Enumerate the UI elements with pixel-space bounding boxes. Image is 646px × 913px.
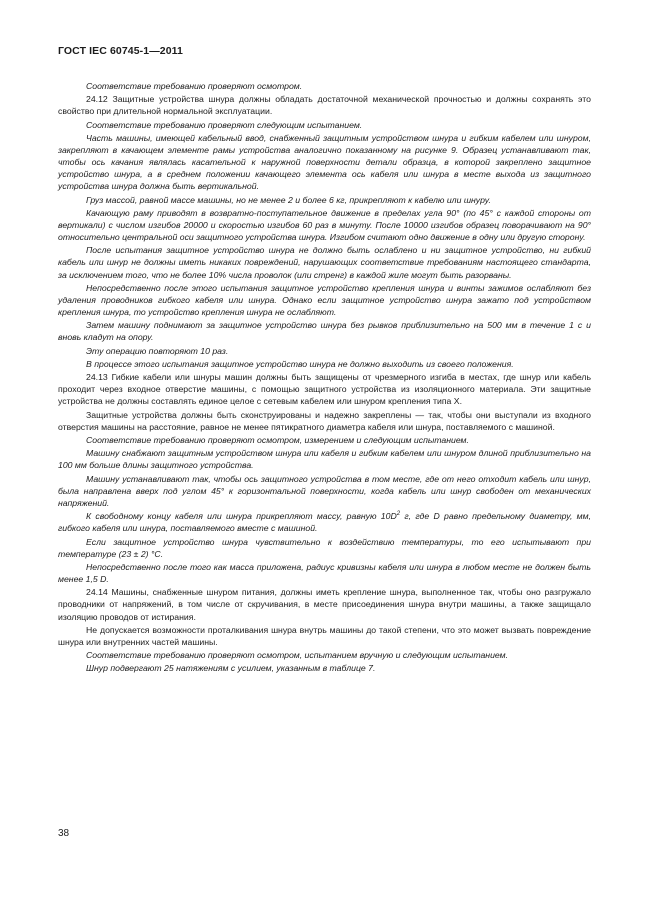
document-body [58,80,591,676]
paragraph-clause-24-12: 24.12 Защитные устройства шнура должны обладать достаточной механической прочностью и должны сохранять это свойство при длительной нормальной эксплуатации. [58,94,591,117]
formula-text-after: г, где D равно предельному диаметру, мм, гибкого кабеля или шнура, поставляемого вместе с машиной. [58,511,591,534]
paragraph: Непосредственно после этого испытания защитное устройство крепления шнура и винты зажимов ослабляют без удаления проводников гибкого кабеля или шнура. Однако если защитное устройство шнура зажато под устройством крепления шнура, то устройство крепления шнура не ослабляют. [58,282,591,317]
formula-text-before: К свободному концу кабеля или шнура прикрепляют массу, равную 10D [86,511,397,522]
paragraph: Соответствие требованию проверяют следующим испытанием. [86,119,363,130]
paragraph: Защитные устройства должны быть сконструированы и надежно закреплены — так, чтобы они выступали из входного отверстия машины на расстояние, равное не менее пятикратного диаметра кабеля или шнура, поставляемого с машиной. [58,409,591,432]
document-header: ГОСТ IEC 60745-1—2011 [58,45,183,57]
paragraph: Часть машины, имеющей кабельный ввод, снабженный защитным устройством шнура и гибким кабелем или шнуром, закрепляют в качающем элементе рамы устройства аналогично показанному на рисунке 9. Образец устанавливают так, чтобы ось качания являлась касательной к наружной поверхности детали образца, в которой закреплено защитное устройство шнура, а в среднем положении качающего элемента ось кабеля или шнура в месте выхода из защитного устройства шнура должна быть вертикальной. [58,132,591,192]
paragraph: Соответствие требованию проверяют осмотром, измерением и следующим испытанием. [86,435,469,446]
paragraph: После испытания защитное устройство шнура не должно быть ослаблено и ни защитное устройство, ни гибкий кабель или шнур не должны иметь никаких повреждений, нарушающих соответствие требованиям настоящего стандарта, за исключением того, что не более 10% числа проволок (или стренг) в каждой жиле могут быть разорваны. [58,245,591,280]
paragraph: В процессе этого испытания защитное устройство шнура не должно выходить из своего положения. [86,358,514,369]
paragraph: Соответствие требованию проверяют осмотром. [86,81,303,91]
paragraph-clause-24-14: 24.14 Машины, снабженные шнуром питания, должны иметь крепление шнура, выполненное так, чтобы оно разгружало проводники от напряжений, в том числе от скручивания, в месте присоединения шнура внутри машины, а также защищало изоляцию проводов от истирания. [58,587,591,622]
paragraph: Машину снабжают защитным устройством шнура или кабеля и гибким кабелем или шнуром длиной приблизительно на 100 мм больше длины защитного устройства. [58,448,591,471]
paragraph: Не допускается возможности проталкивания шнура внутрь машины до такой степени, что это может вызвать повреждение шнура или внутренних частей машины. [58,624,591,647]
paragraph-clause-24-13: 24.13 Гибкие кабели или шнуры машин должны быть защищены от чрезмерного изгиба в местах, где шнур или кабель проходит через входное отверстие машины, с помощью защитного устройства из изоляционного материала. Эти защитные устройства не должны составлять единое целое с сетевым кабелем или шнуром крепления типа X. [58,372,591,407]
paragraph: Шнур подвергают 25 натяжениям с усилием, указанным в таблице 7. [86,663,376,674]
paragraph: Груз массой, равной массе машины, но не менее 2 и более 6 кг, прикрепляют к кабелю или шнуру. [86,194,491,205]
paragraph: Качающую раму приводят в возвратно-поступательное движение в пределах угла 90° (по 45° с каждой стороны от вертикали) с числом изгибов 20000 и скоростью изгибов 60 раз в минуту. После 10000 изгибов образец поворачивают на 90° относительно центральной оси защитного устройства шнура. Изгибом считают одно движение в одну или другую сторону. [58,207,591,243]
paragraph: Непосредственно после того как масса приложена, радиус кривизны кабеля или шнура в любом месте не должен быть менее 1,5 D. [58,561,591,585]
paragraph: Затем машину поднимают за защитное устройство шнура без рывков приблизительно на 500 мм в течение 1 с и вновь кладут на опору. [58,320,591,343]
formula-superscript: 2 [396,511,401,518]
paragraph: Эту операцию повторяют 10 раз. [86,345,229,356]
paragraph: Машину устанавливают так, чтобы ось защитного устройства в том месте, где от него отходит кабель или шнур, была направлена вверх под углом 45° к горизонтальной поверхности, когда кабель или шнур свободен от механических напряжений. [58,473,591,508]
page-number: 38 [58,828,70,839]
paragraph: Если защитное устройство шнура чувствительно к воздействию температуры, то его испытывают при температуре (23 ± 2) °С. [58,536,591,559]
paragraph-mass-formula [58,510,591,534]
paragraph: Соответствие требованию проверяют осмотром, испытанием вручную и следующим испытанием. [86,650,509,661]
